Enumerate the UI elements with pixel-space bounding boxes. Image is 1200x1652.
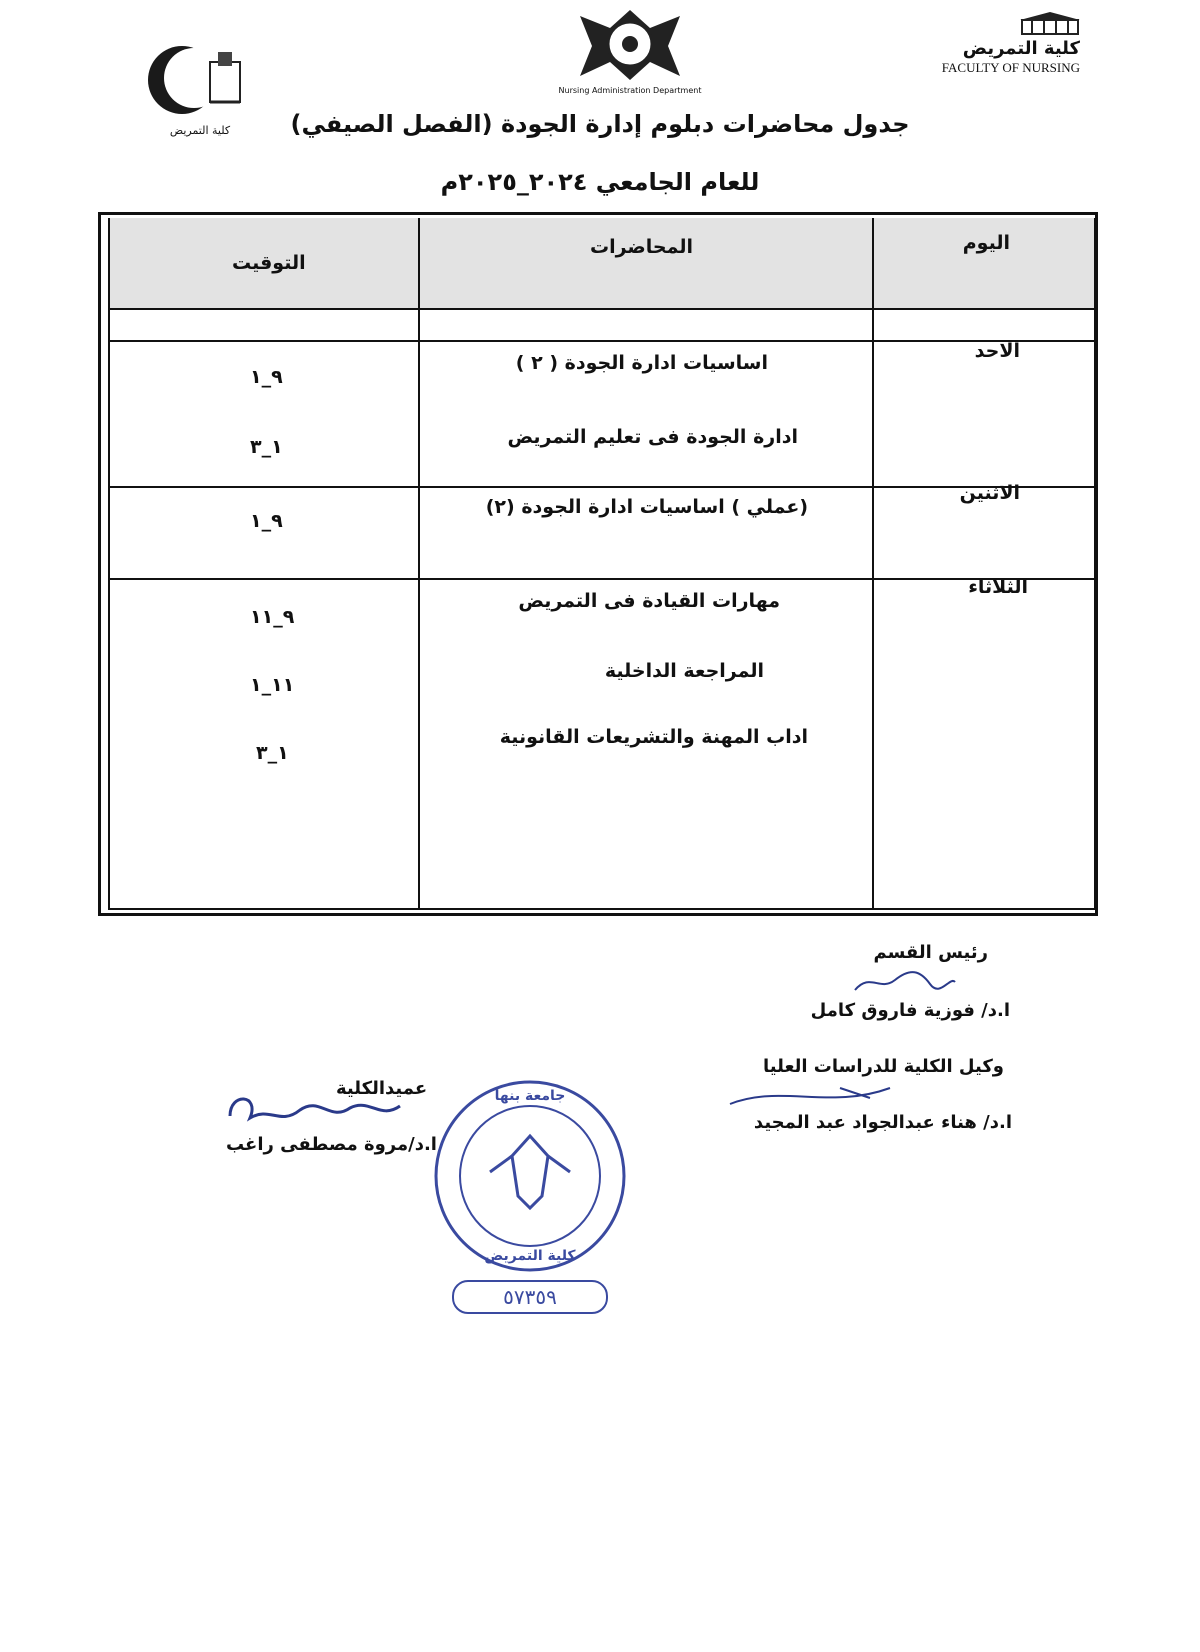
lecture-item: المراجعة الداخلية xyxy=(604,660,764,682)
header-lectures: المحاضرات xyxy=(590,236,693,258)
time-slot: ١١_١ xyxy=(250,674,295,696)
day-sunday: الاحد xyxy=(974,340,1020,362)
lecture-item: مهارات القيادة فى التمريض xyxy=(518,590,780,612)
row-divider xyxy=(108,578,1096,580)
vice-dean-name: ا.د/ هناء عبدالجواد عبد المجيد xyxy=(753,1112,1012,1133)
column-divider xyxy=(418,218,420,910)
page-title: جدول محاضرات دبلوم إدارة الجودة (الفصل الصيفي) xyxy=(290,110,910,138)
time-slot: ٩_١١ xyxy=(250,606,295,628)
department-logo xyxy=(550,6,710,98)
handwritten-signature-icon xyxy=(720,1074,900,1114)
stamp-number: ٥٧٣٥٩ xyxy=(452,1280,608,1314)
dean-name: ا.د/مروة مصطفى راغب xyxy=(226,1134,437,1155)
academic-year-subtitle: للعام الجامعي ٢٠٢٤_٢٠٢٥م xyxy=(440,168,760,196)
time-slot: ٩_١ xyxy=(250,510,283,532)
crescent-logo-icon xyxy=(140,40,260,120)
day-tuesday: الثلاثاء xyxy=(968,576,1028,598)
eagle-seal-icon xyxy=(430,1076,630,1276)
lecture-item: اساسيات ادارة الجودة ( ٢ ) xyxy=(515,352,768,374)
lecture-item: ادارة الجودة فى تعليم التمريض xyxy=(507,426,798,448)
faculty-of-nursing-logo xyxy=(880,12,1080,74)
center-logo-caption: Nursing Administration Department xyxy=(558,86,702,95)
time-slot: ١_٣ xyxy=(250,436,283,458)
gear-emblem-icon xyxy=(550,6,710,82)
left-logo-caption: كلية التمريض xyxy=(169,124,231,137)
table-inner-border xyxy=(108,218,110,910)
department-head-title: رئيس القسم xyxy=(873,942,988,963)
lecture-item: اداب المهنة والتشريعات القانونية xyxy=(499,726,808,748)
day-monday: الاثنين xyxy=(959,482,1020,504)
row-divider xyxy=(108,486,1096,488)
right-logo-arabic: كلية التمريض xyxy=(962,38,1080,59)
stamp-top-text: جامعة بنها xyxy=(494,1088,566,1104)
handwritten-signature-icon xyxy=(850,962,960,1002)
lecture-item: (عملي ) اساسيات ادارة الجودة (٢) xyxy=(485,496,808,518)
handwritten-signature-icon xyxy=(220,1086,410,1136)
official-stamp xyxy=(430,1076,630,1276)
building-icon xyxy=(1020,12,1080,36)
vice-dean-title: وكيل الكلية للدراسات العليا xyxy=(762,1056,1004,1077)
time-slot: ١_٣ xyxy=(256,742,289,764)
column-divider xyxy=(872,218,874,910)
schedule-table xyxy=(98,212,1098,916)
dean-title: عميدالكلية xyxy=(336,1078,428,1099)
right-logo-english: FACULTY OF NURSING xyxy=(941,60,1080,75)
row-divider xyxy=(108,908,1096,910)
header-day: اليوم xyxy=(962,232,1010,254)
stamp-bottom-text: كلية التمريض xyxy=(484,1248,576,1264)
time-slot: ٩_١ xyxy=(250,366,283,388)
department-head-name: ا.د/ فوزية فاروق كامل xyxy=(810,1000,1010,1021)
header-time: التوقيت xyxy=(232,252,306,274)
row-divider xyxy=(108,340,1096,342)
table-inner-border xyxy=(1094,218,1096,910)
